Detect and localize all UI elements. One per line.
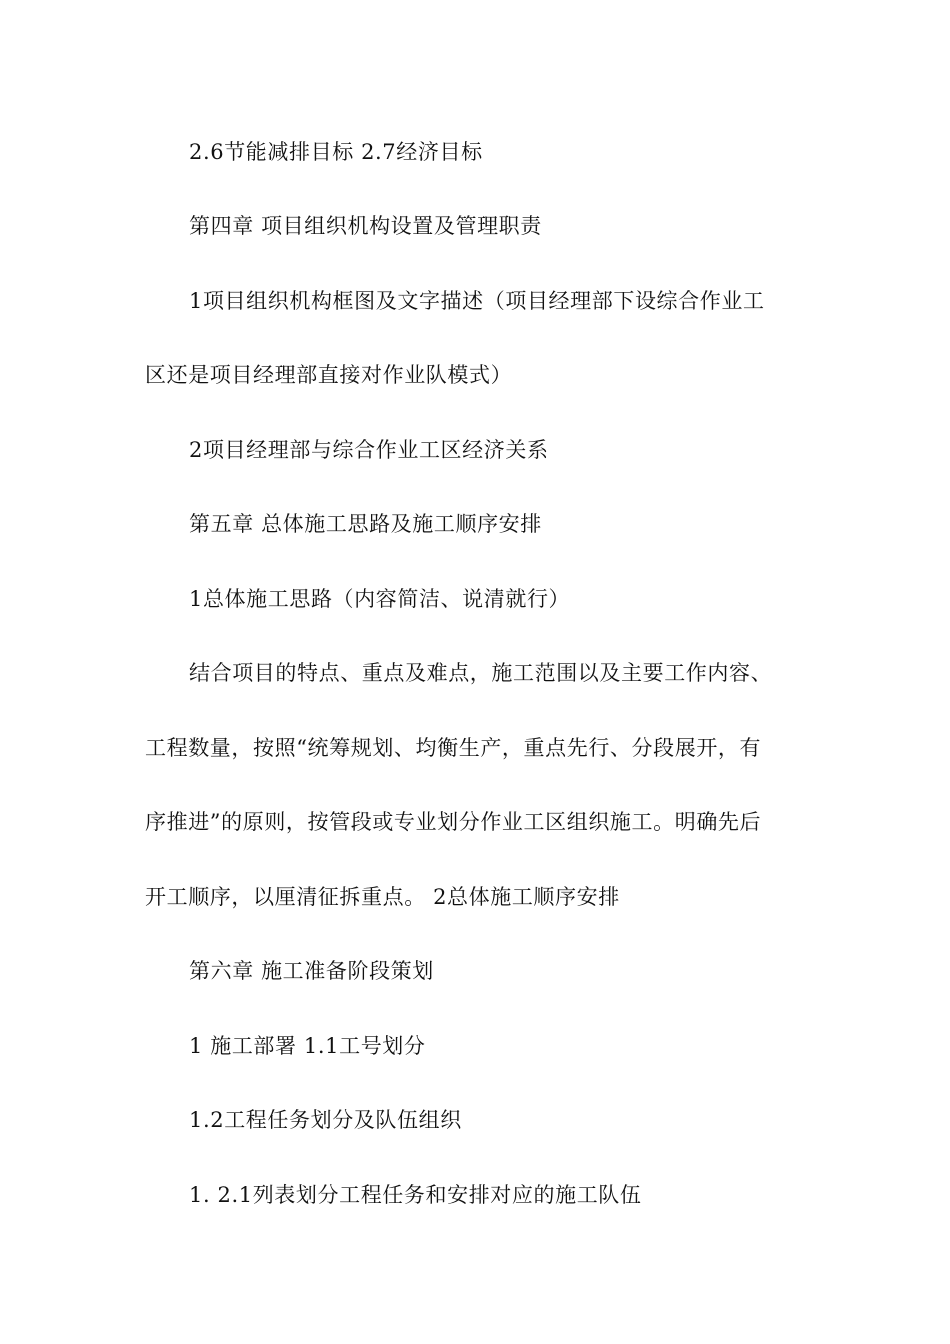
paragraph-line-2: 工程数量，按照“统筹规划、均衡生产，重点先行、分段展开，有	[145, 736, 762, 760]
text-line-energy-economic-targets: 2.6节能减排目标 2.7经济目标	[189, 140, 483, 164]
text-line-economic-relation: 2项目经理部与综合作业工区经济关系	[189, 438, 549, 462]
chapter-6-heading: 第六章 施工准备阶段策划	[189, 959, 434, 983]
chapter-4-heading: 第四章 项目组织机构设置及管理职责	[189, 214, 542, 238]
paragraph-line-4: 开工顺序，以厘清征拆重点。 2总体施工顺序安排	[145, 885, 620, 909]
chapter-5-heading: 第五章 总体施工思路及施工顺序安排	[189, 512, 542, 536]
text-line-task-list: 1. 2.1列表划分工程任务和安排对应的施工队伍	[189, 1183, 642, 1207]
paragraph-line-1: 结合项目的特点、重点及难点，施工范围以及主要工作内容、	[189, 661, 773, 685]
text-line-deployment: 1 施工部署 1.1工号划分	[189, 1034, 426, 1058]
paragraph-line-3: 序推进”的原则，按管段或专业划分作业工区组织施工。明确先后	[145, 810, 762, 834]
text-line-org-chart-cont: 区还是项目经理部直接对作业队模式）	[145, 363, 513, 387]
text-line-org-chart: 1项目组织机构框图及文字描述（项目经理部下设综合作业工	[189, 289, 765, 313]
text-line-task-division: 1.2工程任务划分及队伍组织	[189, 1108, 462, 1132]
text-line-construction-approach: 1总体施工思路（内容简洁、说清就行）	[189, 587, 571, 611]
